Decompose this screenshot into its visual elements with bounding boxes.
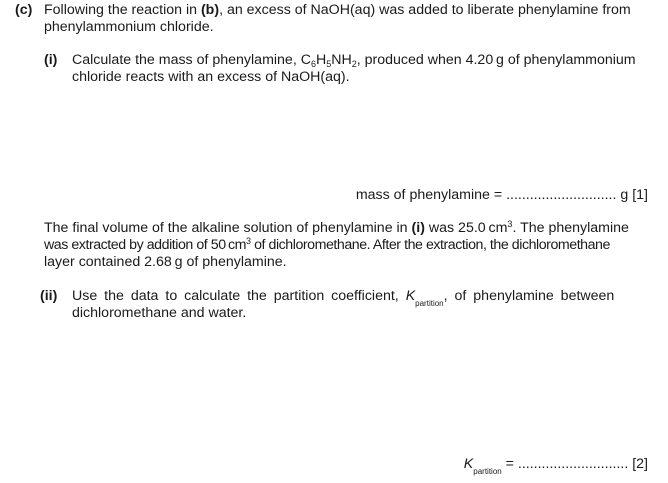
answer-marks-k: [2]: [628, 456, 648, 472]
answer-blank-mass[interactable]: ............................: [506, 187, 617, 203]
info-line1: The final volume of the alkaline solution of phenylamine in (i) was 25.0 $cm^3$. The phenylamine: [44, 219, 629, 236]
part-ii-line1: Use the data to calculate the partition coefficient, $K_{partition}$, of phenylamine between: [72, 288, 615, 308]
part-c-label: (c): [15, 2, 33, 18]
part-ii-question: [72, 288, 650, 322]
answer-blank-k[interactable]: ............................: [517, 456, 629, 472]
part-c-intro-line1: Following the reaction in (b), an excess of NaOH(aq) was added to liberate phenylamine from: [44, 2, 631, 18]
answer-equals: =: [501, 456, 518, 472]
info-paragraph: [44, 220, 648, 271]
info-line3: layer contained 2.68 g of phenylamine.: [44, 254, 287, 270]
info-line2: was extracted by addition of 50 $cm^3$ of dichloromethane. After the extraction, the dichloromethane: [44, 236, 610, 253]
part-i-answer-line: [356, 187, 648, 204]
part-ii-line2: dichloromethane and water.: [72, 305, 247, 321]
part-i-line1: Calculate the mass of phenylamine, $C_6H_5NH_2$, produced when 4.20 g of phenylammonium: [72, 52, 636, 69]
part-c-intro-line2: phenylammonium chloride.: [44, 19, 214, 35]
part-i-line2: chloride reacts with an excess of NaOH(aq).: [72, 69, 350, 85]
answer-label-mass: mass of phenylamine =: [355, 187, 507, 203]
part-ii-label: (ii): [40, 288, 58, 304]
answer-k-subscript: partition: [473, 467, 502, 476]
answer-k-symbol: K: [463, 456, 474, 472]
part-c-intro: [44, 2, 664, 36]
part-i-question: [72, 52, 662, 86]
part-ii-answer-line: [463, 456, 648, 476]
part-i-label: (i): [44, 52, 58, 68]
answer-unit-mass: g [1]: [616, 187, 648, 203]
